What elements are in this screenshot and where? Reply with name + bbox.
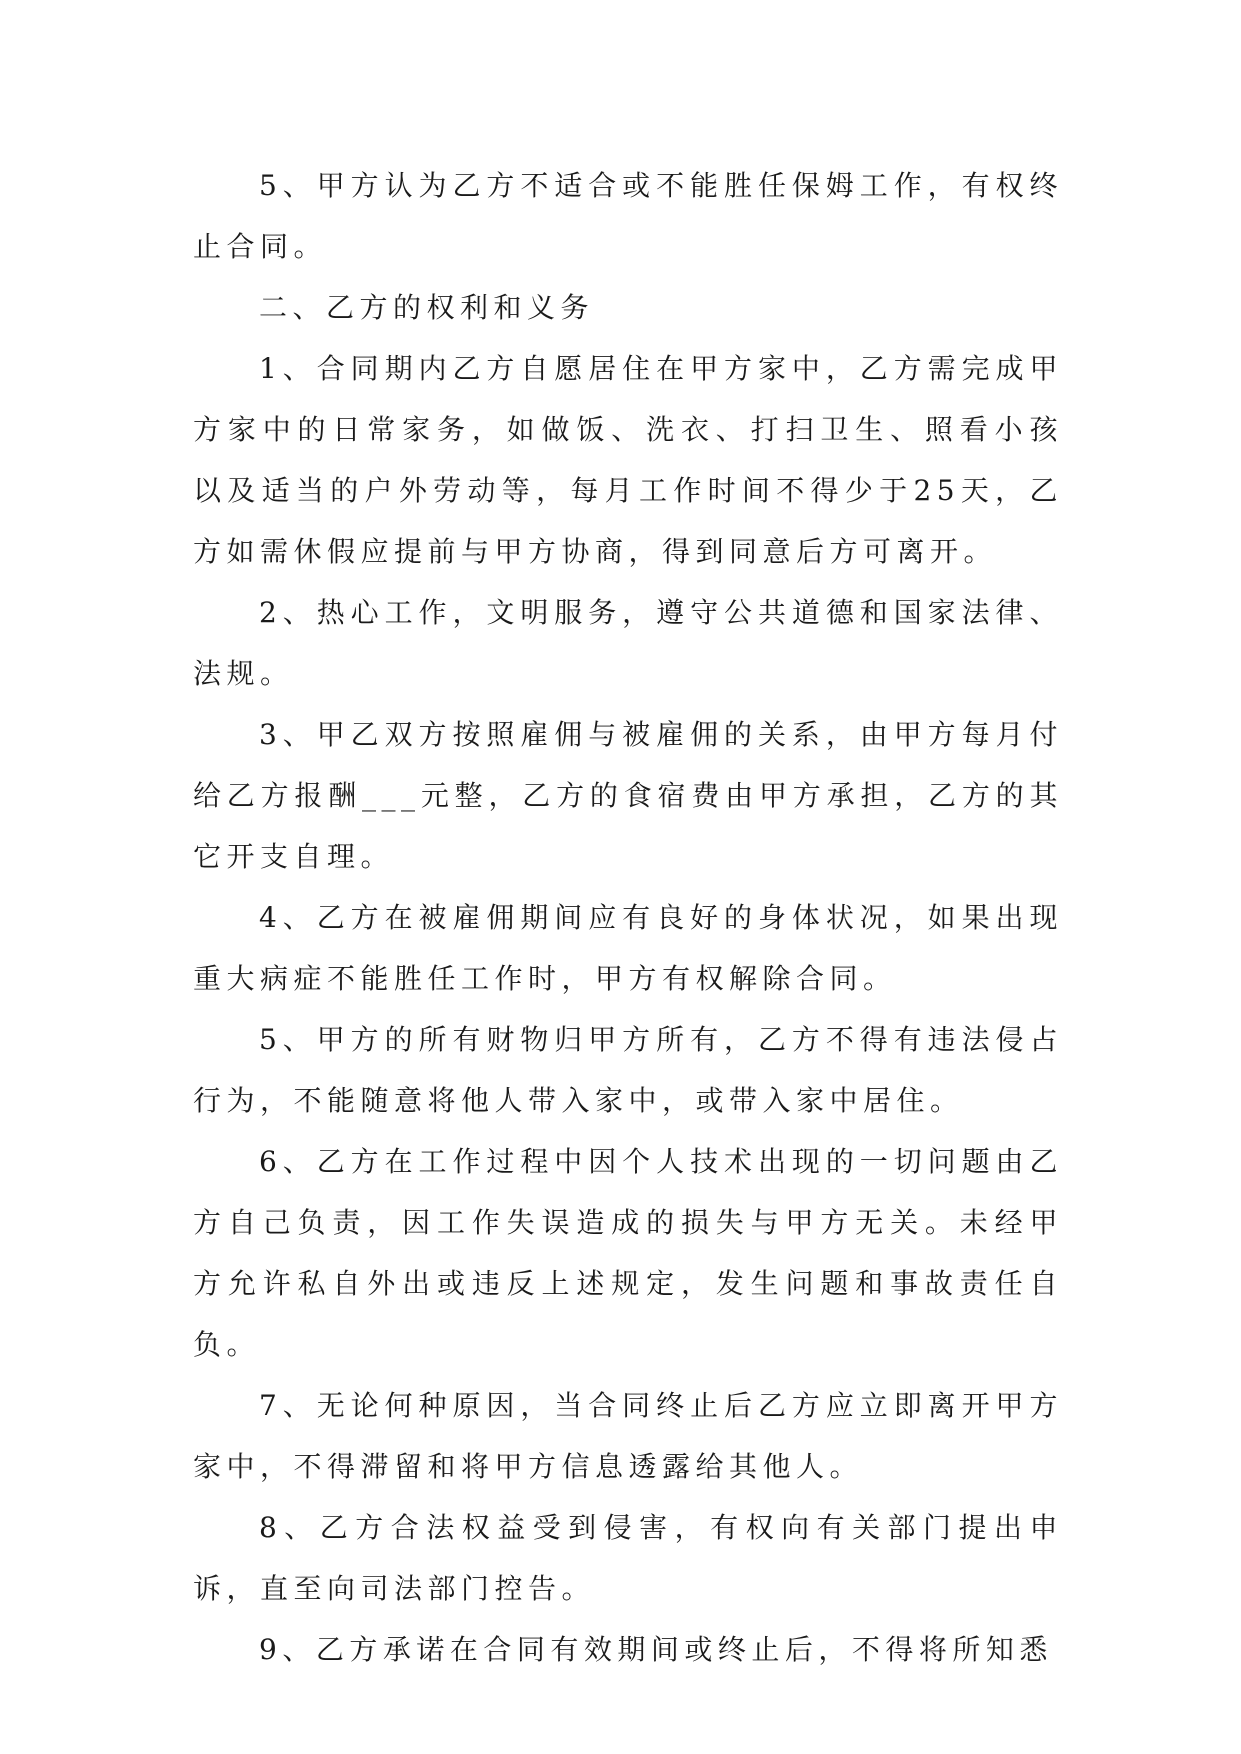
paragraph-clause-8: 8、乙方合法权益受到侵害，有权向有关部门提出申诉，直至向司法部门控告。: [193, 1511, 1063, 1605]
paragraph-clause-4: 4、乙方在被雇佣期间应有良好的身体状况，如果出现重大病症不能胜任工作时，甲方有权解除合同。: [193, 901, 1063, 995]
paragraph-clause-5: 5、甲方的所有财物归甲方所有，乙方不得有违法侵占行为，不能随意将他人带入家中，或带入家中居住。: [193, 1023, 1063, 1117]
section-heading-party-b-rights: 二、乙方的权利和义务: [259, 291, 595, 324]
paragraph-clause-3: 3、甲乙双方按照雇佣与被雇佣的关系，由甲方每月付给乙方报酬___元整，乙方的食宿费由甲方承担，乙方的其它开支自理。: [193, 718, 1063, 873]
paragraph-clause-6: 6、乙方在工作过程中因个人技术出现的一切问题由乙方自己负责，因工作失误造成的损失与甲方无关。未经甲方允许私自外出或违反上述规定，发生问题和事故责任自负。: [193, 1145, 1063, 1361]
paragraph-clause-2: 2、热心工作，文明服务，遵守公共道德和国家法律、法规。: [193, 596, 1063, 690]
document-body: [193, 155, 1063, 1680]
paragraph-clause-7: 7、无论何种原因，当合同终止后乙方应立即离开甲方家中，不得滞留和将甲方信息透露给其他人。: [193, 1389, 1063, 1483]
paragraph-clause-5-party-a: 5、甲方认为乙方不适合或不能胜任保姆工作，有权终止合同。: [193, 169, 1063, 263]
paragraph-clause-9: 9、乙方承诺在合同有效期间或终止后，不得将所知悉: [259, 1633, 1053, 1666]
paragraph-clause-1: 1、合同期内乙方自愿居住在甲方家中，乙方需完成甲方家中的日常家务，如做饭、洗衣、打扫卫生、照看小孩以及适当的户外劳动等，每月工作时间不得少于25天，乙方如需休假应提前与甲方协商，得到同意后方可离开。: [193, 352, 1063, 568]
